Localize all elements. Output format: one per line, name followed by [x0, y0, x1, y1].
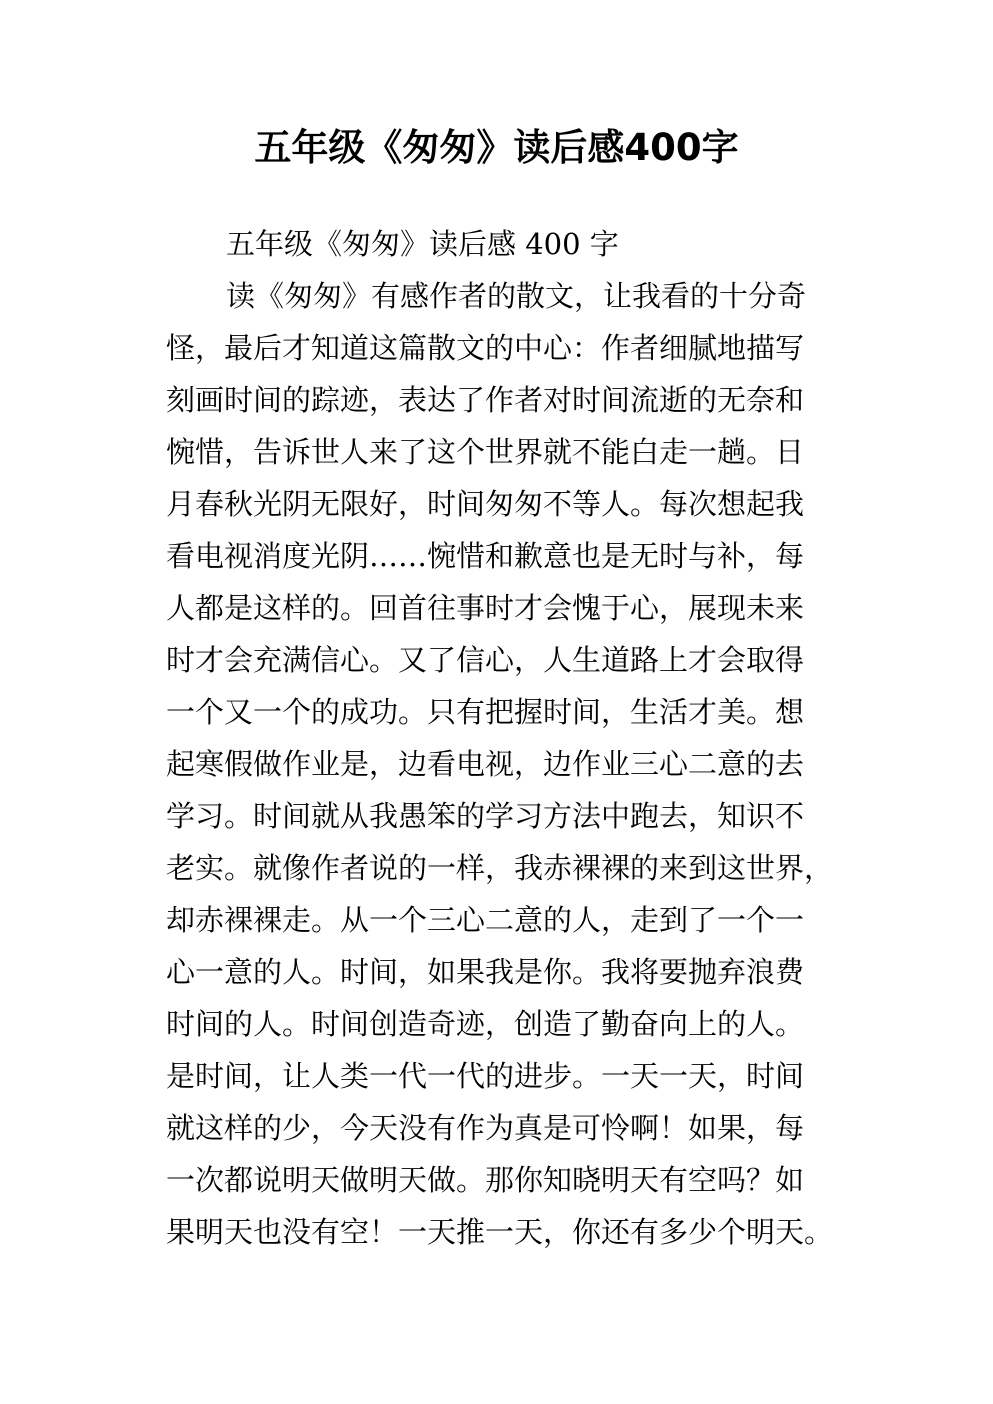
paragraph-line: 心一意的人。时间，如果我是你。我将要抛弃浪费	[166, 955, 805, 989]
paragraph-line: 怪，最后才知道这篇散文的中心：作者细腻地描写	[166, 331, 805, 365]
paragraph-line: 读《匆匆》有感作者的散文，让我看的十分奇	[226, 279, 807, 313]
essay-body	[166, 218, 856, 1258]
paragraph-line: 时间的人。时间创造奇迹，创造了勤奋向上的人。	[166, 1007, 805, 1041]
paragraph-line: 果明天也没有空！一天推一天，你还有多少个明天。	[166, 1215, 834, 1249]
paragraph-line: 月春秋光阴无限好，时间匆匆不等人。每次想起我	[166, 487, 805, 521]
page-title: 五年级《匆匆》读后感400字	[254, 126, 739, 169]
paragraph-line: 时才会充满信心。又了信心，人生道路上才会取得	[166, 643, 805, 677]
paragraph-line: 人都是这样的。回首往事时才会愧于心，展现未来	[166, 591, 805, 625]
paragraph-line: 是时间，让人类一代一代的进步。一天一天，时间	[166, 1059, 805, 1093]
paragraph-line: 看电视消度光阴……惋惜和歉意也是无时与补，每	[166, 539, 805, 573]
paragraph-line: 学习。时间就从我愚笨的学习方法中跑去，知识不	[166, 799, 805, 833]
essay-subtitle: 五年级《匆匆》读后感 400 字	[226, 227, 619, 261]
paragraph-line: 却赤裸裸走。从一个三心二意的人，走到了一个一	[166, 903, 805, 937]
paragraph-line: 刻画时间的踪迹，表达了作者对时间流逝的无奈和	[166, 383, 805, 417]
paragraph-line: 一次都说明天做明天做。那你知晓明天有空吗？如	[166, 1163, 805, 1197]
paragraph-line: 起寒假做作业是，边看电视，边作业三心二意的去	[166, 747, 805, 781]
paragraph-line: 惋惜，告诉世人来了这个世界就不能白走一趟。日	[166, 435, 805, 469]
paragraph-line: 老实。就像作者说的一样，我赤裸裸的来到这世界，	[166, 851, 834, 885]
paragraph-line: 就这样的少，今天没有作为真是可怜啊！如果，每	[166, 1111, 805, 1145]
paragraph-line: 一个又一个的成功。只有把握时间，生活才美。想	[166, 695, 805, 729]
